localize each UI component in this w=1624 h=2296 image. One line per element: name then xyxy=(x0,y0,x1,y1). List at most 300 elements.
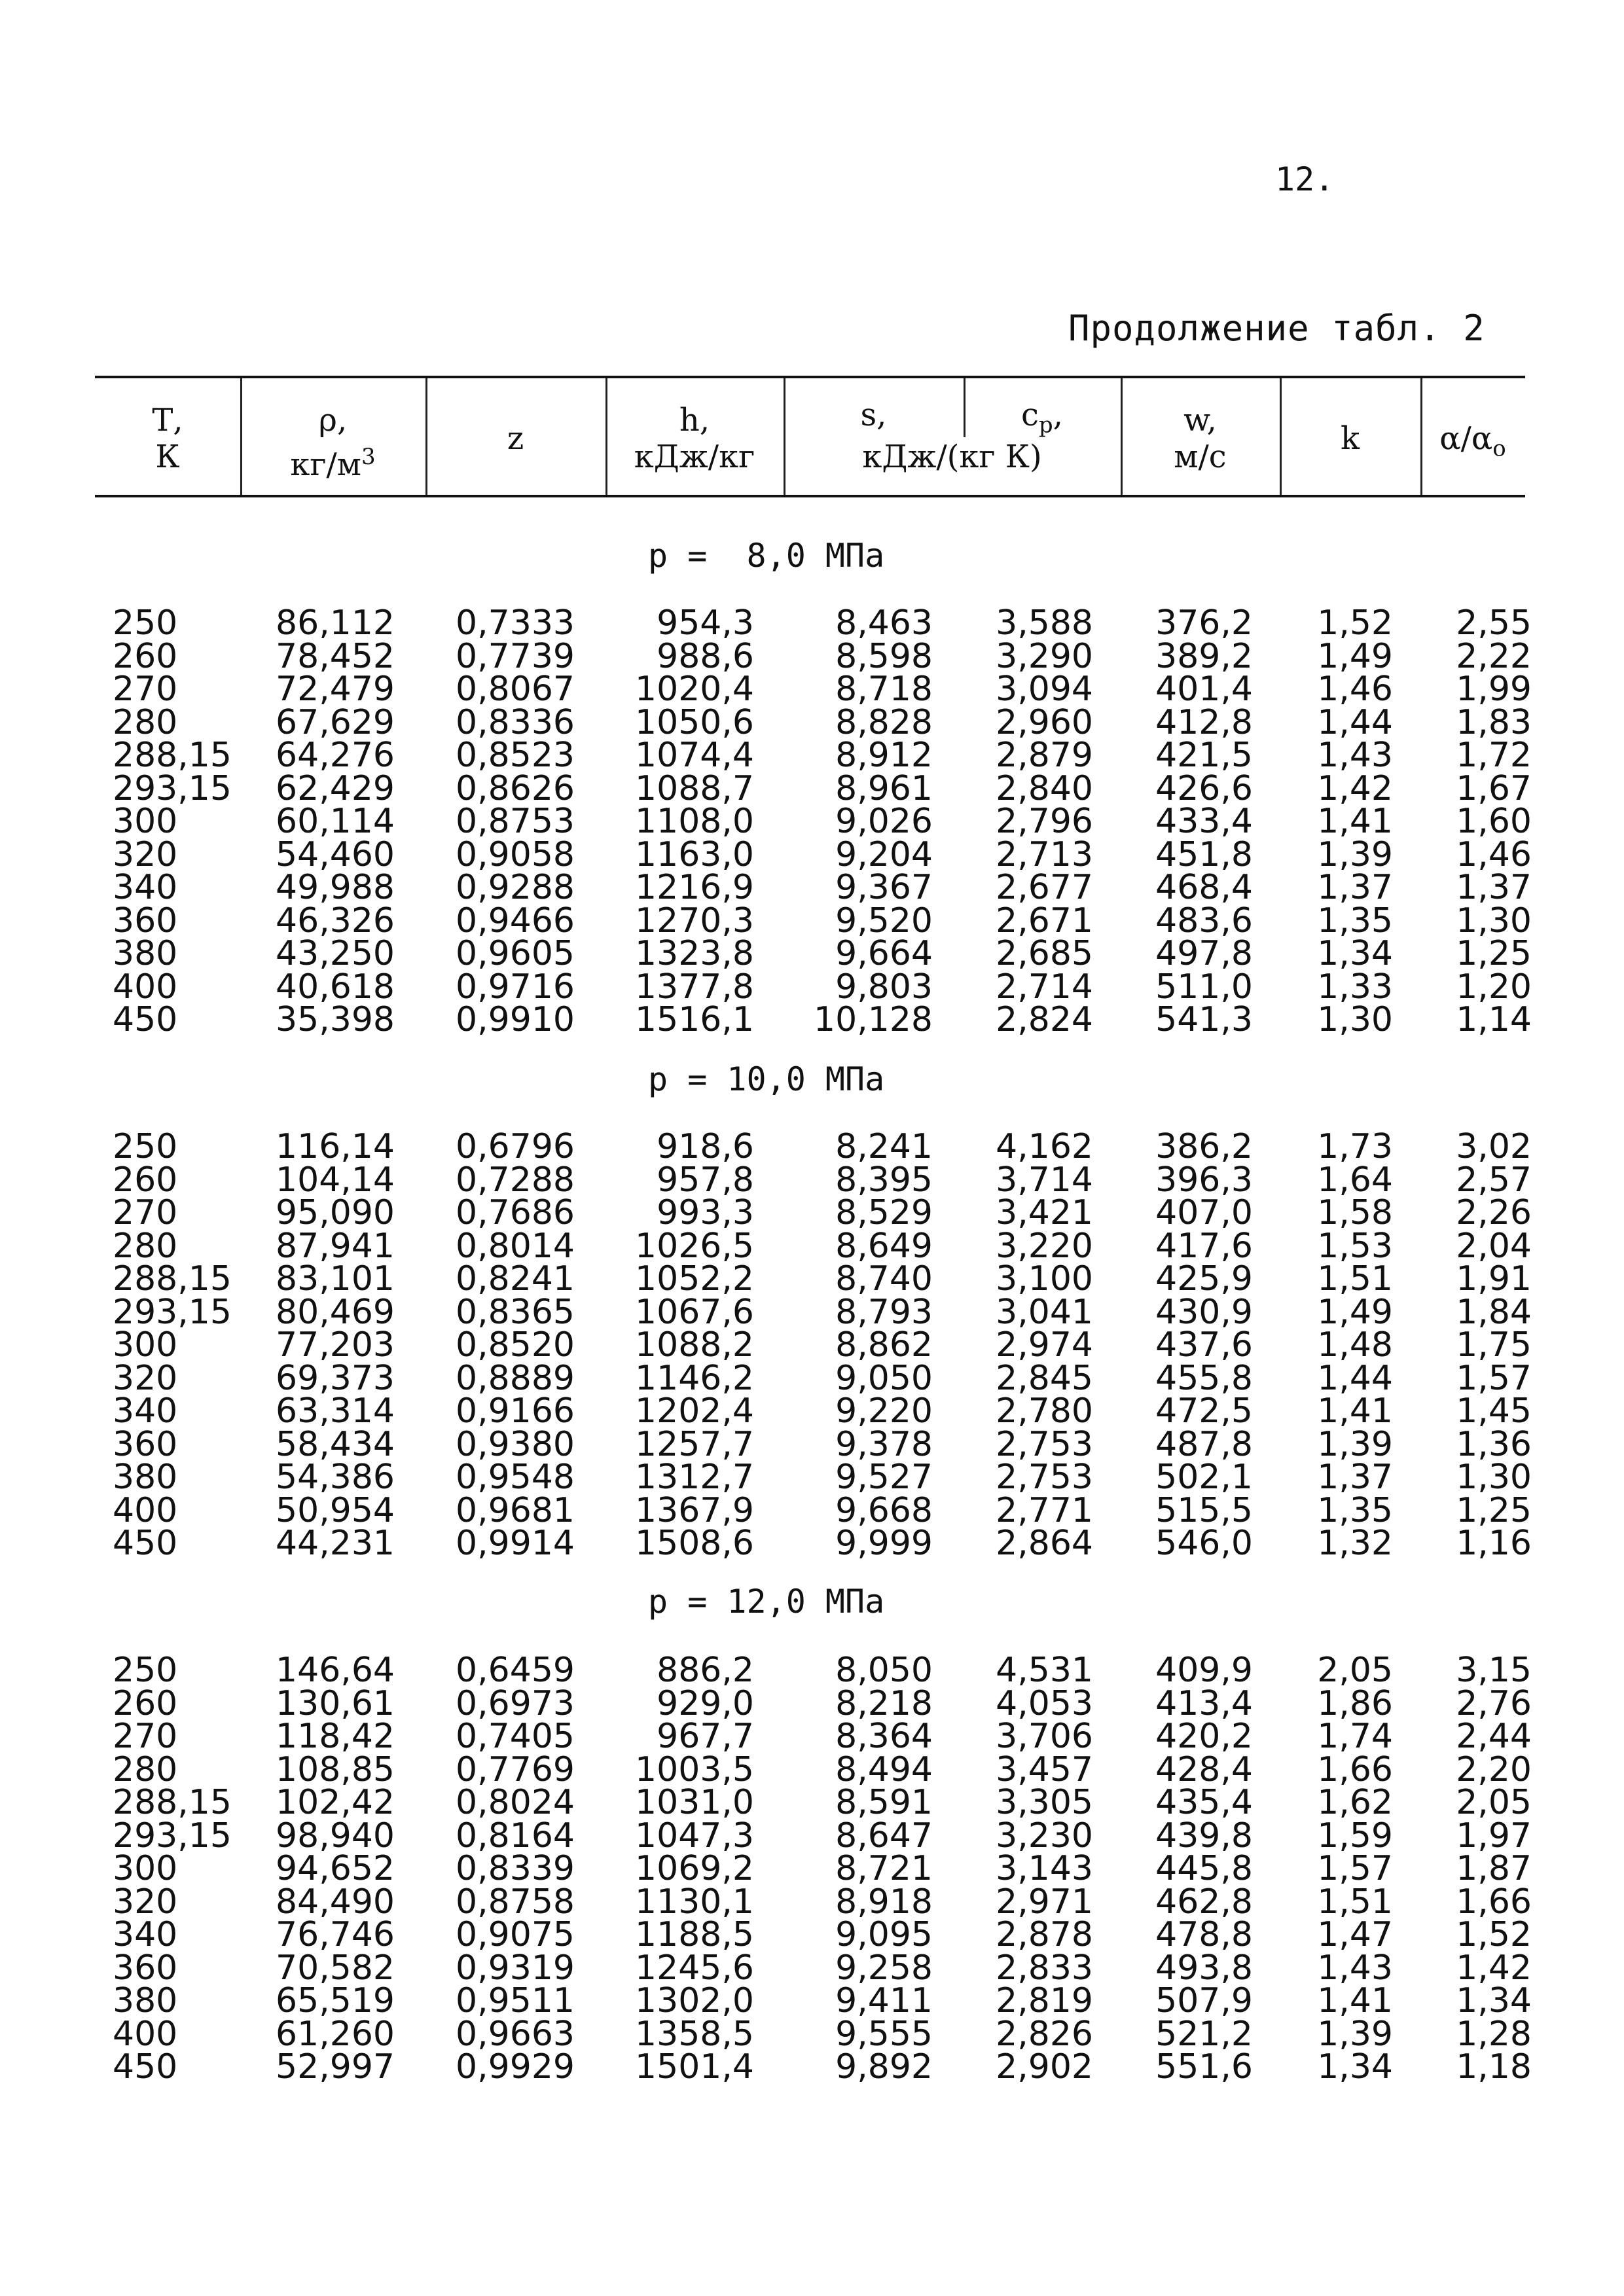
isentropic-exponent-cell: 1,57 xyxy=(1317,1849,1393,1888)
density-cell: 65,519 xyxy=(276,1981,395,2020)
isentropic-exponent-cell: 1,41 xyxy=(1317,1981,1393,2020)
sound-speed-cell: 472,5 xyxy=(1155,1391,1253,1431)
compressibility-cell: 0,8339 xyxy=(456,1849,575,1888)
density-cell: 130,61 xyxy=(276,1683,395,1723)
heat-capacity-cell: 3,143 xyxy=(996,1849,1093,1888)
sound-speed-cell: 413,4 xyxy=(1155,1683,1253,1723)
temperature-cell: 360 xyxy=(113,1424,178,1464)
temperature-cell: 360 xyxy=(113,1948,178,1988)
heat-capacity-cell: 2,671 xyxy=(996,901,1093,941)
alpha-ratio-cell: 1,42 xyxy=(1456,1948,1532,1988)
compressibility-cell: 0,8024 xyxy=(456,1783,575,1822)
isentropic-exponent-cell: 1,51 xyxy=(1317,1882,1393,1922)
entropy-cell: 8,241 xyxy=(835,1127,933,1166)
temperature-cell: 400 xyxy=(113,1490,178,1530)
isentropic-exponent-cell: 1,49 xyxy=(1317,636,1393,676)
table-row xyxy=(0,1424,1624,1464)
compressibility-cell: 0,9466 xyxy=(456,901,575,941)
heat-capacity-cell: 3,220 xyxy=(996,1226,1093,1266)
alpha-ratio-cell: 1,66 xyxy=(1456,1882,1532,1922)
entropy-cell: 9,664 xyxy=(835,934,933,973)
enthalpy-cell: 1216,9 xyxy=(635,868,754,907)
sound-speed-cell: 546,0 xyxy=(1155,1524,1253,1563)
isentropic-exponent-cell: 1,44 xyxy=(1317,702,1393,742)
header-density: ρ, $кг/м^3$ xyxy=(290,402,376,483)
density-cell: 35,398 xyxy=(276,1000,395,1039)
density-cell: 67,629 xyxy=(276,702,395,742)
temperature-cell: 250 xyxy=(113,1127,178,1166)
entropy-cell: 8,463 xyxy=(835,603,933,643)
compressibility-cell: 0,9663 xyxy=(456,2014,575,2054)
section-title-8mpa: p = 8,0 МПа xyxy=(648,537,885,575)
table-row xyxy=(0,1882,1624,1922)
entropy-cell: 8,828 xyxy=(835,702,933,742)
sound-speed-cell: 507,9 xyxy=(1155,1981,1253,2020)
column-divider xyxy=(784,378,785,495)
entropy-cell: 8,591 xyxy=(835,1783,933,1822)
enthalpy-cell: 1270,3 xyxy=(635,901,754,941)
compressibility-cell: 0,8626 xyxy=(456,768,575,808)
density-cell: 146,64 xyxy=(276,1651,395,1690)
heat-capacity-cell: 3,094 xyxy=(996,670,1093,709)
alpha-ratio-cell: 3,02 xyxy=(1456,1127,1532,1166)
entropy-cell: 9,050 xyxy=(835,1358,933,1398)
heat-capacity-cell: 2,713 xyxy=(996,834,1093,874)
sound-speed-cell: 493,8 xyxy=(1155,1948,1253,1988)
enthalpy-cell: 1188,5 xyxy=(635,1915,754,1954)
header-entropy: s, xyxy=(860,397,887,433)
entropy-cell: 8,649 xyxy=(835,1226,933,1266)
enthalpy-cell: 1302,0 xyxy=(635,1981,754,2020)
alpha-ratio-cell: 1,60 xyxy=(1456,802,1532,841)
enthalpy-cell: 1377,8 xyxy=(635,967,754,1007)
isentropic-exponent-cell: 1,43 xyxy=(1317,736,1393,775)
enthalpy-cell: 1508,6 xyxy=(635,1524,754,1563)
entropy-cell: 8,050 xyxy=(835,1651,933,1690)
table-row xyxy=(0,868,1624,907)
enthalpy-cell: 1367,9 xyxy=(635,1490,754,1530)
compressibility-cell: 0,8067 xyxy=(456,670,575,709)
alpha-ratio-cell: 1,46 xyxy=(1456,834,1532,874)
temperature-cell: 293,15 xyxy=(113,1292,232,1332)
isentropic-exponent-cell: 1,49 xyxy=(1317,1292,1393,1332)
alpha-ratio-cell: 1,45 xyxy=(1456,1391,1532,1431)
table-row xyxy=(0,1849,1624,1888)
density-cell: 54,386 xyxy=(276,1458,395,1497)
isentropic-exponent-cell: 1,34 xyxy=(1317,2047,1393,2087)
alpha-ratio-cell: 2,76 xyxy=(1456,1683,1532,1723)
entropy-cell: 9,999 xyxy=(835,1524,933,1563)
temperature-cell: 250 xyxy=(113,603,178,643)
enthalpy-cell: 1312,7 xyxy=(635,1458,754,1497)
alpha-ratio-cell: 2,26 xyxy=(1456,1193,1532,1232)
isentropic-exponent-cell: 1,34 xyxy=(1317,934,1393,973)
alpha-ratio-cell: 2,22 xyxy=(1456,636,1532,676)
sound-speed-cell: 433,4 xyxy=(1155,802,1253,841)
sound-speed-cell: 425,9 xyxy=(1155,1259,1253,1299)
table-row xyxy=(0,1292,1624,1332)
temperature-cell: 380 xyxy=(113,1981,178,2020)
alpha-ratio-cell: 1,57 xyxy=(1456,1358,1532,1398)
isentropic-exponent-cell: 1,86 xyxy=(1317,1683,1393,1723)
density-cell: 60,114 xyxy=(276,802,395,841)
sound-speed-cell: 428,4 xyxy=(1155,1749,1253,1789)
data-block-12mpa xyxy=(0,1651,1624,2087)
entropy-cell: 9,095 xyxy=(835,1915,933,1954)
sound-speed-cell: 462,8 xyxy=(1155,1882,1253,1922)
sound-speed-cell: 445,8 xyxy=(1155,1849,1253,1888)
alpha-ratio-cell: 2,44 xyxy=(1456,1717,1532,1756)
table-row xyxy=(0,834,1624,874)
heat-capacity-cell: 3,290 xyxy=(996,636,1093,676)
temperature-cell: 288,15 xyxy=(113,1783,232,1822)
data-block-10mpa xyxy=(0,1127,1624,1563)
compressibility-cell: 0,8014 xyxy=(456,1226,575,1266)
isentropic-exponent-cell: 1,47 xyxy=(1317,1915,1393,1954)
heat-capacity-cell: 3,041 xyxy=(996,1292,1093,1332)
header-top-rule xyxy=(95,376,1525,378)
sound-speed-cell: 401,4 xyxy=(1155,670,1253,709)
entropy-cell: 8,912 xyxy=(835,736,933,775)
alpha-ratio-cell: 1,14 xyxy=(1456,1000,1532,1039)
enthalpy-cell: 1163,0 xyxy=(635,834,754,874)
density-cell: 80,469 xyxy=(276,1292,395,1332)
heat-capacity-cell: 4,531 xyxy=(996,1651,1093,1690)
table-row xyxy=(0,603,1624,643)
header-sound-speed: w, м/с xyxy=(1174,402,1227,475)
table-caption: Продолжение табл. 2 xyxy=(1068,308,1485,349)
heat-capacity-cell: 2,824 xyxy=(996,1000,1093,1039)
alpha-ratio-cell: 1,87 xyxy=(1456,1849,1532,1888)
temperature-cell: 450 xyxy=(113,2047,178,2087)
heat-capacity-cell: 2,685 xyxy=(996,934,1093,973)
sound-speed-cell: 497,8 xyxy=(1155,934,1253,973)
sound-speed-cell: 468,4 xyxy=(1155,868,1253,907)
sound-speed-cell: 435,4 xyxy=(1155,1783,1253,1822)
compressibility-cell: 0,9288 xyxy=(456,868,575,907)
enthalpy-cell: 1501,4 xyxy=(635,2047,754,2087)
temperature-cell: 288,15 xyxy=(113,736,232,775)
heat-capacity-cell: 2,845 xyxy=(996,1358,1093,1398)
table-row xyxy=(0,1816,1624,1856)
compressibility-cell: 0,9166 xyxy=(456,1391,575,1431)
density-cell: 54,460 xyxy=(276,834,395,874)
temperature-cell: 400 xyxy=(113,967,178,1007)
compressibility-cell: 0,7333 xyxy=(456,603,575,643)
header-temperature: Т, К xyxy=(152,402,183,475)
isentropic-exponent-cell: 1,39 xyxy=(1317,834,1393,874)
density-cell: 104,14 xyxy=(276,1160,395,1200)
temperature-cell: 340 xyxy=(113,868,178,907)
heat-capacity-cell: 2,840 xyxy=(996,768,1093,808)
sound-speed-cell: 430,9 xyxy=(1155,1292,1253,1332)
compressibility-cell: 0,9319 xyxy=(456,1948,575,1988)
isentropic-exponent-cell: 1,42 xyxy=(1317,768,1393,808)
sound-speed-cell: 478,8 xyxy=(1155,1915,1253,1954)
header-bottom-rule xyxy=(95,495,1525,497)
sound-speed-cell: 487,8 xyxy=(1155,1424,1253,1464)
table-row xyxy=(0,1000,1624,1039)
heat-capacity-cell: 2,819 xyxy=(996,1981,1093,2020)
density-cell: 50,954 xyxy=(276,1490,395,1530)
heat-capacity-cell: 2,833 xyxy=(996,1948,1093,1988)
entropy-cell: 8,740 xyxy=(835,1259,933,1299)
density-cell: 116,14 xyxy=(276,1127,395,1166)
sound-speed-cell: 417,6 xyxy=(1155,1226,1253,1266)
temperature-cell: 340 xyxy=(113,1915,178,1954)
table-row xyxy=(0,1127,1624,1166)
heat-capacity-cell: 2,753 xyxy=(996,1458,1093,1497)
isentropic-exponent-cell: 1,30 xyxy=(1317,1000,1393,1039)
alpha-ratio-cell: 1,99 xyxy=(1456,670,1532,709)
table-row xyxy=(0,702,1624,742)
temperature-cell: 450 xyxy=(113,1000,178,1039)
entropy-cell: 9,803 xyxy=(835,967,933,1007)
isentropic-exponent-cell: 1,37 xyxy=(1317,1458,1393,1497)
header-entropy-heat-capacity-unit: кДж/(кг К) xyxy=(862,439,1042,475)
heat-capacity-cell: 3,706 xyxy=(996,1717,1093,1756)
temperature-cell: 270 xyxy=(113,670,178,709)
alpha-ratio-cell: 1,37 xyxy=(1456,868,1532,907)
temperature-cell: 400 xyxy=(113,2014,178,2054)
compressibility-cell: 0,9716 xyxy=(456,967,575,1007)
table-row xyxy=(0,1683,1624,1723)
isentropic-exponent-cell: 2,05 xyxy=(1317,1651,1393,1690)
entropy-cell: 8,395 xyxy=(835,1160,933,1200)
table-row xyxy=(0,1160,1624,1200)
enthalpy-cell: 1020,4 xyxy=(635,670,754,709)
compressibility-cell: 0,9914 xyxy=(456,1524,575,1563)
density-cell: 108,85 xyxy=(276,1749,395,1789)
sound-speed-cell: 386,2 xyxy=(1155,1127,1253,1166)
density-cell: 46,326 xyxy=(276,901,395,941)
alpha-ratio-cell: 2,04 xyxy=(1456,1226,1532,1266)
header-compressibility: z xyxy=(507,420,524,457)
alpha-ratio-cell: 1,28 xyxy=(1456,2014,1532,2054)
enthalpy-cell: 1202,4 xyxy=(635,1391,754,1431)
enthalpy-cell: 954,3 xyxy=(657,603,754,643)
sound-speed-cell: 407,0 xyxy=(1155,1193,1253,1232)
table-row xyxy=(0,1651,1624,1690)
density-cell: 86,112 xyxy=(276,603,395,643)
table-row xyxy=(0,1981,1624,2020)
alpha-ratio-cell: 2,20 xyxy=(1456,1749,1532,1789)
heat-capacity-cell: 3,230 xyxy=(996,1816,1093,1856)
heat-capacity-cell: 2,960 xyxy=(996,702,1093,742)
compressibility-cell: 0,7405 xyxy=(456,1717,575,1756)
sound-speed-cell: 515,5 xyxy=(1155,1490,1253,1530)
heat-capacity-cell: 4,053 xyxy=(996,1683,1093,1723)
header-heat-capacity: $c_p$, xyxy=(1021,397,1063,439)
alpha-ratio-cell: 1,97 xyxy=(1456,1816,1532,1856)
density-cell: 94,652 xyxy=(276,1849,395,1888)
temperature-cell: 260 xyxy=(113,636,178,676)
sound-speed-cell: 420,2 xyxy=(1155,1717,1253,1756)
enthalpy-cell: 1088,7 xyxy=(635,768,754,808)
table-row xyxy=(0,1391,1624,1431)
heat-capacity-cell: 2,878 xyxy=(996,1915,1093,1954)
sound-speed-cell: 426,6 xyxy=(1155,768,1253,808)
temperature-cell: 288,15 xyxy=(113,1259,232,1299)
enthalpy-cell: 1067,6 xyxy=(635,1292,754,1332)
compressibility-cell: 0,8753 xyxy=(456,802,575,841)
isentropic-exponent-cell: 1,73 xyxy=(1317,1127,1393,1166)
entropy-cell: 8,647 xyxy=(835,1816,933,1856)
compressibility-cell: 0,9511 xyxy=(456,1981,575,2020)
sound-speed-cell: 389,2 xyxy=(1155,636,1253,676)
enthalpy-cell: 1323,8 xyxy=(635,934,754,973)
compressibility-cell: 0,7288 xyxy=(456,1160,575,1200)
density-cell: 76,746 xyxy=(276,1915,395,1954)
density-cell: 63,314 xyxy=(276,1391,395,1431)
entropy-cell: 8,721 xyxy=(835,1849,933,1888)
temperature-cell: 300 xyxy=(113,1325,178,1365)
entropy-cell: 9,555 xyxy=(835,2014,933,2054)
table-row xyxy=(0,1524,1624,1563)
isentropic-exponent-cell: 1,37 xyxy=(1317,868,1393,907)
temperature-cell: 260 xyxy=(113,1160,178,1200)
entropy-cell: 9,258 xyxy=(835,1948,933,1988)
compressibility-cell: 0,9681 xyxy=(456,1490,575,1530)
sound-speed-cell: 421,5 xyxy=(1155,736,1253,775)
entropy-cell: 8,793 xyxy=(835,1292,933,1332)
entropy-cell: 9,367 xyxy=(835,868,933,907)
section-title-10mpa: p = 10,0 МПа xyxy=(648,1060,885,1098)
heat-capacity-cell: 2,753 xyxy=(996,1424,1093,1464)
table-row xyxy=(0,1749,1624,1789)
table-header xyxy=(95,376,1525,497)
entropy-cell: 9,411 xyxy=(835,1981,933,2020)
entropy-cell: 8,494 xyxy=(835,1749,933,1789)
enthalpy-cell: 1069,2 xyxy=(635,1849,754,1888)
entropy-cell: 8,364 xyxy=(835,1717,933,1756)
density-cell: 102,42 xyxy=(276,1783,395,1822)
temperature-cell: 293,15 xyxy=(113,1816,232,1856)
alpha-ratio-cell: 1,20 xyxy=(1456,967,1532,1007)
enthalpy-cell: 1050,6 xyxy=(635,702,754,742)
sound-speed-cell: 376,2 xyxy=(1155,603,1253,643)
density-cell: 44,231 xyxy=(276,1524,395,1563)
alpha-ratio-cell: 1,83 xyxy=(1456,702,1532,742)
alpha-ratio-cell: 1,25 xyxy=(1456,1490,1532,1530)
density-cell: 98,940 xyxy=(276,1816,395,1856)
compressibility-cell: 0,9380 xyxy=(456,1424,575,1464)
temperature-cell: 450 xyxy=(113,1524,178,1563)
entropy-cell: 9,520 xyxy=(835,901,933,941)
density-cell: 70,582 xyxy=(276,1948,395,1988)
table-row xyxy=(0,1915,1624,1954)
sound-speed-cell: 437,6 xyxy=(1155,1325,1253,1365)
sound-speed-cell: 511,0 xyxy=(1155,967,1253,1007)
table-row xyxy=(0,636,1624,676)
enthalpy-cell: 1003,5 xyxy=(635,1749,754,1789)
isentropic-exponent-cell: 1,62 xyxy=(1317,1783,1393,1822)
compressibility-cell: 0,9058 xyxy=(456,834,575,874)
isentropic-exponent-cell: 1,35 xyxy=(1317,1490,1393,1530)
alpha-ratio-cell: 1,30 xyxy=(1456,901,1532,941)
isentropic-exponent-cell: 1,32 xyxy=(1317,1524,1393,1563)
entropy-cell: 9,668 xyxy=(835,1490,933,1530)
entropy-cell: 9,378 xyxy=(835,1424,933,1464)
heat-capacity-cell: 2,796 xyxy=(996,802,1093,841)
temperature-cell: 300 xyxy=(113,802,178,841)
compressibility-cell: 0,6796 xyxy=(456,1127,575,1166)
isentropic-exponent-cell: 1,64 xyxy=(1317,1160,1393,1200)
heat-capacity-cell: 4,162 xyxy=(996,1127,1093,1166)
isentropic-exponent-cell: 1,46 xyxy=(1317,670,1393,709)
compressibility-cell: 0,9075 xyxy=(456,1915,575,1954)
heat-capacity-cell: 2,714 xyxy=(996,967,1093,1007)
isentropic-exponent-cell: 1,35 xyxy=(1317,901,1393,941)
header-isentropic-exponent: k xyxy=(1340,420,1360,457)
density-cell: 78,452 xyxy=(276,636,395,676)
table-row xyxy=(0,1783,1624,1822)
density-cell: 58,434 xyxy=(276,1424,395,1464)
entropy-cell: 8,529 xyxy=(835,1193,933,1232)
isentropic-exponent-cell: 1,53 xyxy=(1317,1226,1393,1266)
isentropic-exponent-cell: 1,52 xyxy=(1317,603,1393,643)
temperature-cell: 380 xyxy=(113,934,178,973)
compressibility-cell: 0,8520 xyxy=(456,1325,575,1365)
density-cell: 40,618 xyxy=(276,967,395,1007)
header-alpha-ratio: $\alpha/\alpha_o$ xyxy=(1439,420,1506,462)
density-cell: 49,988 xyxy=(276,868,395,907)
temperature-cell: 270 xyxy=(113,1717,178,1756)
alpha-ratio-cell: 1,84 xyxy=(1456,1292,1532,1332)
enthalpy-cell: 988,6 xyxy=(657,636,754,676)
alpha-ratio-cell: 3,15 xyxy=(1456,1651,1532,1690)
compressibility-cell: 0,7769 xyxy=(456,1749,575,1789)
temperature-cell: 300 xyxy=(113,1849,178,1888)
compressibility-cell: 0,6459 xyxy=(456,1651,575,1690)
density-cell: 95,090 xyxy=(276,1193,395,1232)
data-block-8mpa xyxy=(0,603,1624,1039)
density-cell: 87,941 xyxy=(276,1226,395,1266)
heat-capacity-cell: 2,780 xyxy=(996,1391,1093,1431)
alpha-ratio-cell: 2,05 xyxy=(1456,1783,1532,1822)
heat-capacity-cell: 2,771 xyxy=(996,1490,1093,1530)
entropy-cell: 9,220 xyxy=(835,1391,933,1431)
page-number: 12. xyxy=(1275,160,1335,198)
compressibility-cell: 0,9910 xyxy=(456,1000,575,1039)
table-row xyxy=(0,2014,1624,2054)
enthalpy-cell: 1026,5 xyxy=(635,1226,754,1266)
temperature-cell: 320 xyxy=(113,1358,178,1398)
enthalpy-cell: 957,8 xyxy=(657,1160,754,1200)
enthalpy-cell: 1031,0 xyxy=(635,1783,754,1822)
temperature-cell: 260 xyxy=(113,1683,178,1723)
isentropic-exponent-cell: 1,48 xyxy=(1317,1325,1393,1365)
alpha-ratio-cell: 1,91 xyxy=(1456,1259,1532,1299)
entropy-cell: 8,862 xyxy=(835,1325,933,1365)
compressibility-cell: 0,9605 xyxy=(456,934,575,973)
alpha-ratio-cell: 1,52 xyxy=(1456,1915,1532,1954)
enthalpy-cell: 1047,3 xyxy=(635,1816,754,1856)
alpha-ratio-cell: 1,34 xyxy=(1456,1981,1532,2020)
alpha-ratio-cell: 2,55 xyxy=(1456,603,1532,643)
heat-capacity-cell: 3,457 xyxy=(996,1749,1093,1789)
heat-capacity-cell: 2,677 xyxy=(996,868,1093,907)
isentropic-exponent-cell: 1,33 xyxy=(1317,967,1393,1007)
entropy-cell: 8,918 xyxy=(835,1882,933,1922)
compressibility-cell: 0,9929 xyxy=(456,2047,575,2087)
enthalpy-cell: 929,0 xyxy=(657,1683,754,1723)
heat-capacity-cell: 3,305 xyxy=(996,1783,1093,1822)
compressibility-cell: 0,7686 xyxy=(456,1193,575,1232)
table-row xyxy=(0,1193,1624,1232)
sound-speed-cell: 451,8 xyxy=(1155,834,1253,874)
sound-speed-cell: 551,6 xyxy=(1155,2047,1253,2087)
